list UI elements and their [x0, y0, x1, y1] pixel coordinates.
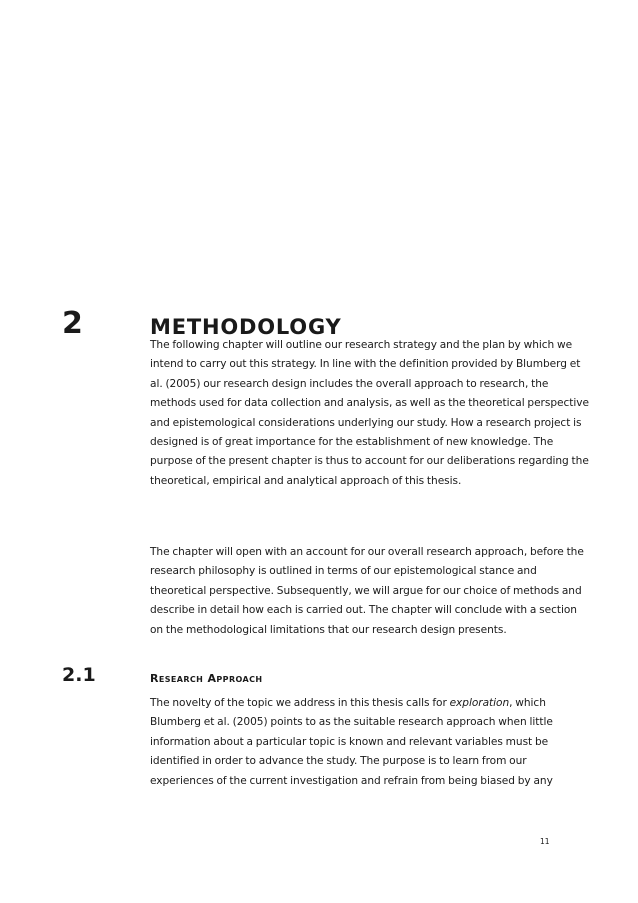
chapter-number: 2 [62, 306, 83, 341]
chapter-title: METHODOLOGY [150, 315, 342, 339]
page-number: 11 [540, 837, 550, 846]
section-title: Research Approach [150, 672, 263, 685]
section-number: 2.1 [62, 664, 96, 686]
section-paragraph-text-end: , which Blumberg et al. (2005) points to as the suitable research approach when little information about a particular topic is known and relevant variables must be identified in order to advance the study. The purpose is to learn from our experiences of the current investigation and refrain from being biased by any [150, 697, 553, 787]
chapter-intro-paragraph: The following chapter will outline our research strategy and the plan by which we intend to carry out this strategy. In line with the definition provided by Blumberg et al. (2005) our research design includes the overall approach to research, the methods used for data collection and analysis, as well as the theoretical perspective and epistemological considerations underlying our study. How a research project is designed is of great importance for the establishment of new knowledge. The purpose of the present chapter is thus to account for our deliberations regarding the theoretical, empirical and analytical approach of this thesis. [150, 339, 589, 487]
section-paragraph-emphasis: exploration [449, 697, 510, 709]
section-paragraph [150, 694, 590, 791]
chapter-overview-paragraph: The chapter will open with an account for our overall research approach, before the research philosophy is outlined in terms of our epistemological stance and theoretical perspective. Subsequently, we will argue for our choice of methods and describe in detail how each is carried out. The chapter will conclude with a section on the methodological limitations that our research design presents. [150, 546, 584, 636]
section-paragraph-text-start: The novelty of the topic we address in this thesis calls for [150, 697, 450, 709]
